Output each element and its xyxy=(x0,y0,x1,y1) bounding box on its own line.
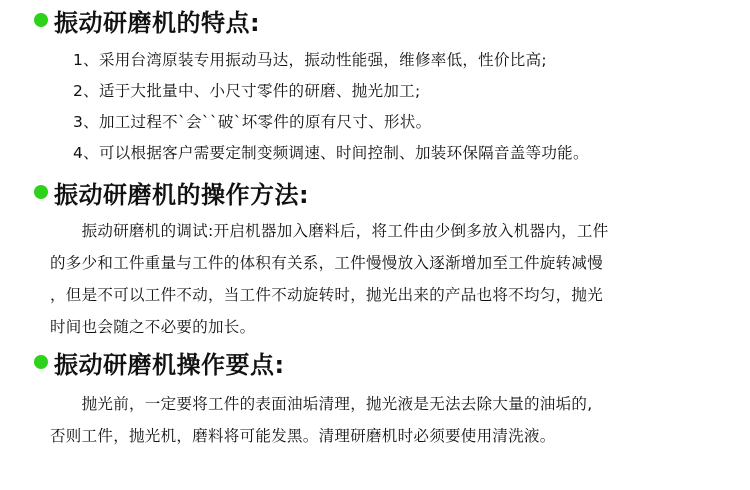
section-heading-features xyxy=(34,3,260,37)
green-dot-icon xyxy=(34,355,48,369)
features-list xyxy=(73,45,589,169)
paragraph-line: ，但是不可以工件不动，当工件不动旋转时，抛光出来的产品也将不均匀，抛光 xyxy=(50,286,604,304)
paragraph-line: 时间也会随之不必要的加长。 xyxy=(50,318,256,336)
list-item: 3、加工过程不`会``破`坏零件的原有尺寸、形状。 xyxy=(73,113,432,131)
list-item: 4、可以根据客户需要定制变频调速、时间控制、加装环保隔音盖等功能。 xyxy=(73,144,589,162)
section-title: 振动研磨机操作要点: xyxy=(54,350,285,379)
paragraph-line: 抛光前，一定要将工件的表面油垢清理，抛光液是无法去除大量的油垢的, xyxy=(50,395,593,413)
list-item: 2、适于大批量中、小尺寸零件的研磨、抛光加工; xyxy=(73,82,421,100)
green-dot-icon xyxy=(34,13,48,27)
section-heading-operation xyxy=(34,175,309,209)
list-item: 1、采用台湾原装专用振动马达，振动性能强，维修率低，性价比高; xyxy=(73,51,547,69)
key-points-paragraph xyxy=(50,388,710,452)
section-heading-key-points xyxy=(34,345,285,379)
paragraph-line: 的多少和工件重量与工件的体积有关系，工件慢慢放入逐渐增加至工件旋转减慢 xyxy=(50,254,604,272)
section-title: 振动研磨机的操作方法: xyxy=(54,180,310,209)
paragraph-line: 否则工件，抛光机，磨料将可能发黑。清理研磨机时必须要使用清洗液。 xyxy=(50,427,556,445)
green-dot-icon xyxy=(34,185,48,199)
operation-paragraph xyxy=(50,215,710,343)
section-title: 振动研磨机的特点: xyxy=(54,8,261,37)
paragraph-line: 振动研磨机的调试:开启机器加入磨料后，将工件由少倒多放入机器内，工件 xyxy=(50,222,609,240)
